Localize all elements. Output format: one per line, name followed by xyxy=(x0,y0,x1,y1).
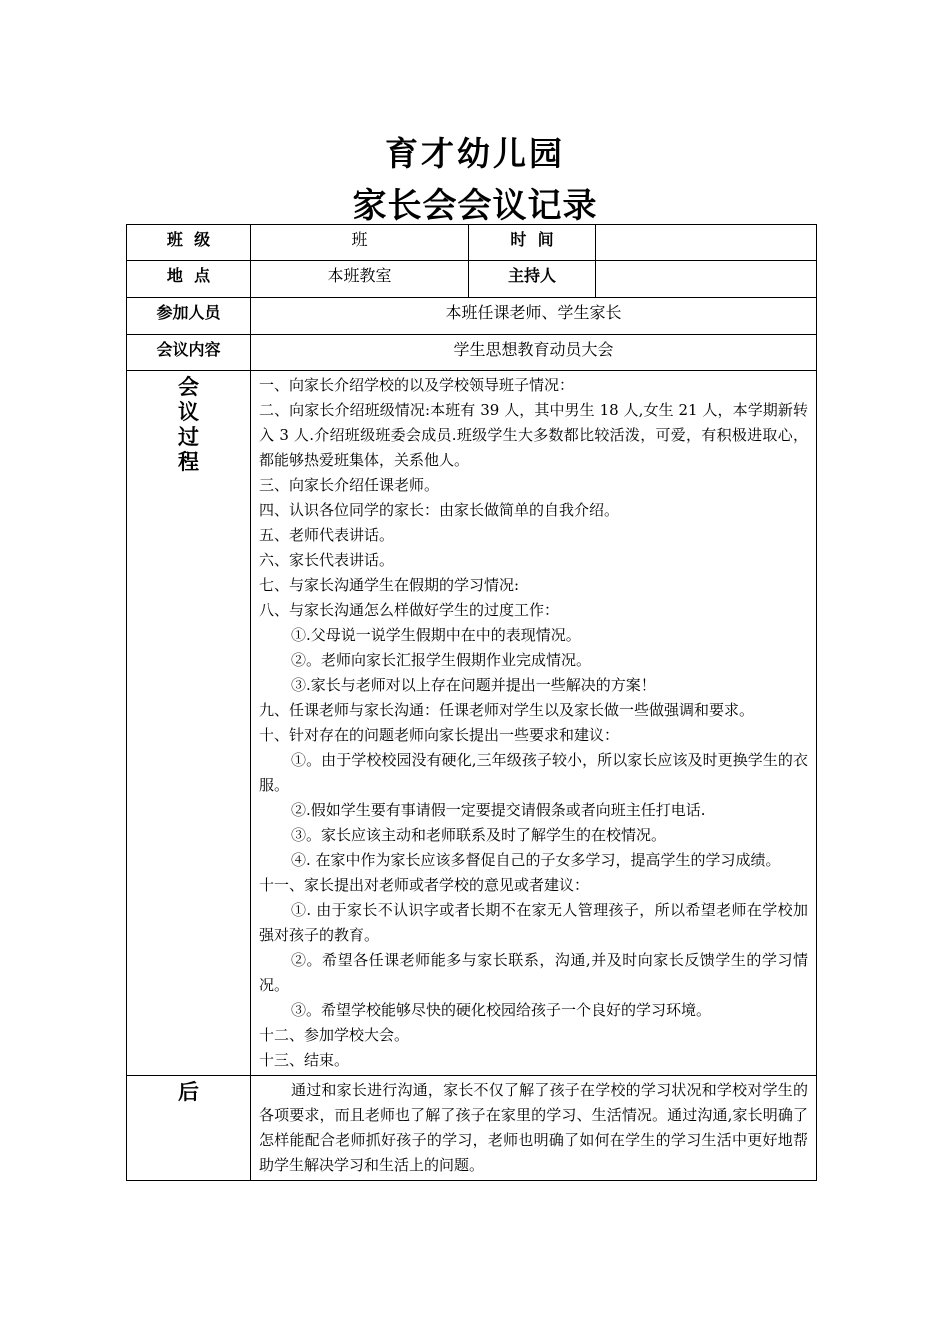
location-value: 本班教室 xyxy=(251,261,469,298)
process-line: 十一、家长提出对老师或者学校的意见或者建议： xyxy=(259,876,590,894)
process-label xyxy=(127,371,251,1076)
class-label: 班 级 xyxy=(127,225,251,261)
location-label: 地 点 xyxy=(127,261,251,298)
process-line: 六、家长代表讲话。 xyxy=(259,551,395,569)
process-subline: ①. 由于家长不认识字或者长期不在家无人管理孩子，所以希望老师在学校加强对孩子的教育。 xyxy=(259,901,808,944)
school-name: 育才幼儿园 xyxy=(385,134,565,173)
process-line: 九、任课老师与家长沟通：任课老师对学生以及家长做一些做强调和要求。 xyxy=(259,701,755,719)
process-subline: ③。家长应该主动和老师联系及时了解学生的在校情况。 xyxy=(291,826,667,844)
process-label-char: 程 xyxy=(178,450,199,474)
process-line: 八、与家长沟通怎么样做好学生的过度工作： xyxy=(259,601,560,619)
process-label-char: 议 xyxy=(178,400,199,424)
host-value xyxy=(596,261,817,298)
participants-value: 本班任课老师、学生家长 xyxy=(251,298,817,335)
process-line: 十、针对存在的问题老师向家长提出一些要求和建议： xyxy=(259,726,620,744)
process-line: 五、老师代表讲话。 xyxy=(259,526,395,544)
process-subline: ③.家长与老师对以上存在问题并提出一些解决的方案！ xyxy=(291,676,656,694)
process-subline: ①。由于学校校园没有硬化,三年级孩子较小，所以家长应该及时更换学生的衣服。 xyxy=(259,751,808,794)
process-line: 四、认识各位同学的家长：由家长做简单的自我介绍。 xyxy=(259,501,620,519)
time-label: 时 间 xyxy=(469,225,596,261)
process-subline: ④. 在家中作为家长应该多督促自己的子女多学习，提高学生的学习成绩。 xyxy=(291,851,781,869)
process-line: 二、向家长介绍班级情况:本班有 39 人，其中男生 18 人,女生 21 人，本学期新转入 3 人.介绍班级班委会成员.班级学生大多数都比较活泼，可爱，有积极进取心，都能够热爱班集体，关系他人。 xyxy=(259,401,808,469)
process-line: 十二、参加学校大会。 xyxy=(259,1026,410,1044)
process-line: 三、向家长介绍任课老师。 xyxy=(259,476,440,494)
participants-label: 参加人员 xyxy=(127,298,251,335)
process-label-char: 过 xyxy=(178,425,199,449)
meeting-record-table xyxy=(126,224,817,1181)
process-line: 一、向家长介绍学校的以及学校领导班子情况： xyxy=(259,376,575,394)
process-subline: ②。老师向家长汇报学生假期作业完成情况。 xyxy=(291,651,592,669)
process-label-char: 会 xyxy=(178,375,199,399)
after-label: 后 xyxy=(127,1076,251,1181)
content-label: 会议内容 xyxy=(127,335,251,371)
content-value: 学生思想教育动员大会 xyxy=(251,335,817,371)
process-subline: ①.父母说一说学生假期中在中的表现情况。 xyxy=(291,626,581,644)
process-subline: ②.假如学生要有事请假一定要提交请假条或者向班主任打电话. xyxy=(291,801,706,819)
after-text: 通过和家长进行沟通，家长不仅了解了孩子在学校的学习状况和学校对学生的各项要求，而且老师也了解了孩子在家里的学习、生活情况。通过沟通,家长明确了怎样能配合老师抓好孩子的学习，老师也明确了如何在学生的学习生活中更好地帮助学生解决学习和生活上的问题。 xyxy=(259,1081,808,1174)
process-subline: ③。希望学校能够尽快的硬化校园给孩子一个良好的学习环境。 xyxy=(291,1001,712,1019)
process-line: 七、与家长沟通学生在假期的学习情况: xyxy=(259,576,520,594)
process-subline: ②。希望各任课老师能多与家长联系，沟通,并及时向家长反馈学生的学习情况。 xyxy=(259,951,808,994)
process-line: 十三、结束。 xyxy=(259,1051,350,1069)
process-content xyxy=(251,371,817,1076)
page-title: 家长会会议记录 xyxy=(352,186,598,226)
host-label: 主持人 xyxy=(469,261,596,298)
class-value: 班 xyxy=(251,225,469,261)
after-content xyxy=(251,1076,817,1181)
time-value xyxy=(596,225,817,261)
